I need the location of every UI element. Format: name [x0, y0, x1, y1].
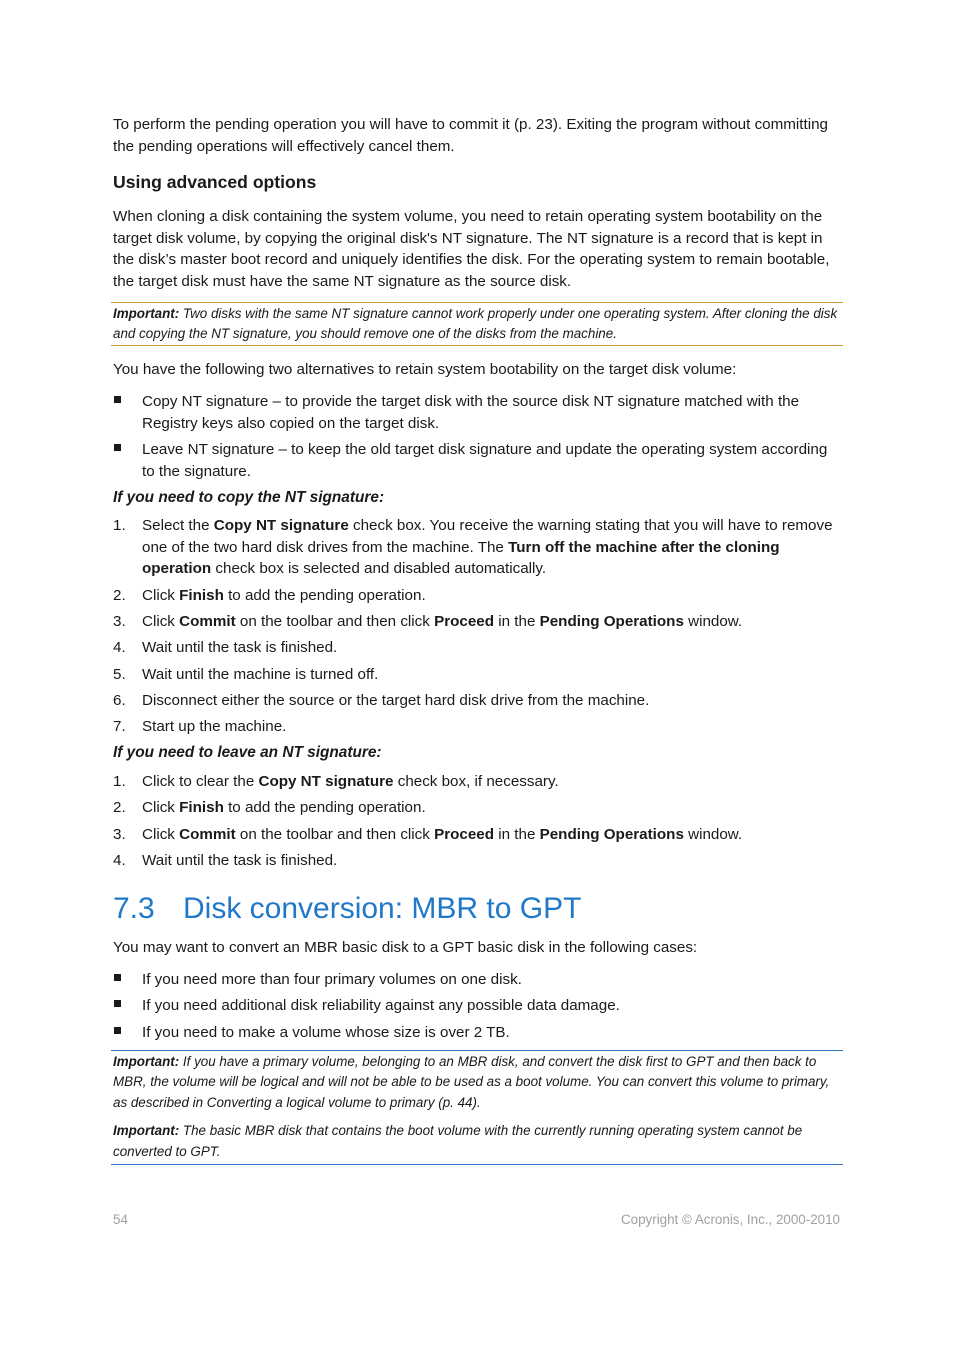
step-text: Wait until the machine is turned off.	[142, 666, 379, 683]
list-item-copy-nt: Copy NT signature – to provide the target disk with the source disk NT signature matched with the Registry keys also copied on the target disk.	[113, 391, 843, 434]
step-text: Wait until the task is finished.	[142, 852, 338, 869]
advanced-options-body: When cloning a disk containing the system volume, you need to retain operating system bootability on the target disk volume, by copying the original disk's NT signature. The NT signature is a record that is kept in the disk’s master boot record and uniquely identifies the disk. For the operating system to remain bootable, the target disk must have the same NT signature as the source disk.	[113, 208, 830, 290]
step-number: 3.	[113, 613, 126, 630]
bullet-icon	[114, 396, 121, 403]
important-note-nt-signature	[111, 302, 843, 346]
bullet-icon	[114, 1027, 121, 1034]
important-text: Two disks with the same NT signature cannot work properly under one operating system. After cloning the disk and copying the NT signature, you should remove one of the disks from the machine.	[113, 306, 838, 342]
important-note-1: Important: If you have a primary volume, belonging to an MBR disk, and convert the disk first to GPT and then back to MBR, the volume will be logical and will not be able to be used as a boot volume. You can convert this volume to primary, as described in Converting a logical volume to primary (p. 44).	[113, 1054, 830, 1110]
step-text: Click Finish to add the pending operation.	[142, 587, 426, 604]
section-number: 7.3	[113, 892, 155, 925]
intro-paragraph: To perform the pending operation you will have to commit it (p. 23). Exiting the program without committing the pending operations will effectively cancel them.	[113, 116, 828, 155]
list-item-case-3: If you need to make a volume whose size is over 2 TB.	[113, 1022, 843, 1044]
leave-step-3	[113, 824, 843, 846]
step-text: Click to clear the Copy NT signature check box, if necessary.	[142, 773, 559, 790]
step-number: 3.	[113, 826, 126, 843]
important-notes-mbr-gpt	[111, 1050, 843, 1165]
copy-step-4	[113, 637, 843, 659]
copy-step-1	[113, 515, 843, 580]
step-number: 1.	[113, 773, 126, 790]
step-text: Disconnect either the source or the target hard disk drive from the machine.	[142, 692, 650, 709]
step-text: Select the Copy NT signature check box. You receive the warning stating that you will have to remove one of the two hard disk drives from the machine. The Turn off the machine after the cloning operation check box is selected and disabled automatically.	[142, 517, 833, 578]
alternatives-intro: You have the following two alternatives to retain system bootability on the target disk volume:	[113, 361, 737, 378]
copy-nt-subheading: If you need to copy the NT signature:	[113, 489, 385, 506]
copy-step-2	[113, 585, 843, 607]
copyright: Copyright © Acronis, Inc., 2000-2010	[620, 1212, 840, 1227]
step-text: Click Commit on the toolbar and then click Proceed in the Pending Operations window.	[142, 826, 743, 843]
advanced-options-heading: Using advanced options	[113, 172, 317, 192]
step-text: Click Finish to add the pending operation.	[142, 799, 426, 816]
copy-step-3	[113, 611, 843, 633]
step-number: 2.	[113, 587, 126, 604]
bullet-icon	[114, 974, 121, 981]
step-text: Wait until the task is finished.	[142, 639, 338, 656]
leave-nt-subheading: If you need to leave an NT signature:	[113, 744, 382, 761]
copy-step-5	[113, 664, 843, 686]
important-note-2: Important: The basic MBR disk that contains the boot volume with the currently running operating system cannot be converted to GPT.	[113, 1123, 803, 1159]
section-heading-7-3	[113, 892, 581, 926]
list-item-case-1: If you need more than four primary volumes on one disk.	[113, 969, 843, 991]
step-number: 4.	[113, 639, 126, 656]
leave-step-2	[113, 797, 843, 819]
bullet-icon	[114, 1000, 121, 1007]
section-title: Disk conversion: MBR to GPT	[183, 892, 582, 925]
step-number: 4.	[113, 852, 126, 869]
step-number: 1.	[113, 517, 126, 534]
step-number: 7.	[113, 718, 126, 735]
bullet-icon	[114, 444, 121, 451]
step-number: 5.	[113, 666, 126, 683]
leave-step-1	[113, 771, 843, 793]
list-item-case-2: If you need additional disk reliability against any possible data damage.	[113, 995, 843, 1017]
step-text: Click Commit on the toolbar and then click Proceed in the Pending Operations window.	[142, 613, 743, 630]
step-number: 2.	[113, 799, 126, 816]
important-label: Important:	[113, 306, 180, 321]
mbr-gpt-intro: You may want to convert an MBR basic disk to a GPT basic disk in the following cases:	[113, 939, 698, 956]
copy-step-6	[113, 690, 843, 712]
copy-step-7	[113, 716, 843, 738]
page-number: 54	[113, 1212, 128, 1227]
step-text: Start up the machine.	[142, 718, 287, 735]
leave-step-4	[113, 850, 843, 872]
step-number: 6.	[113, 692, 126, 709]
list-item-leave-nt: Leave NT signature – to keep the old target disk signature and update the operating system according to the signature.	[113, 439, 843, 482]
